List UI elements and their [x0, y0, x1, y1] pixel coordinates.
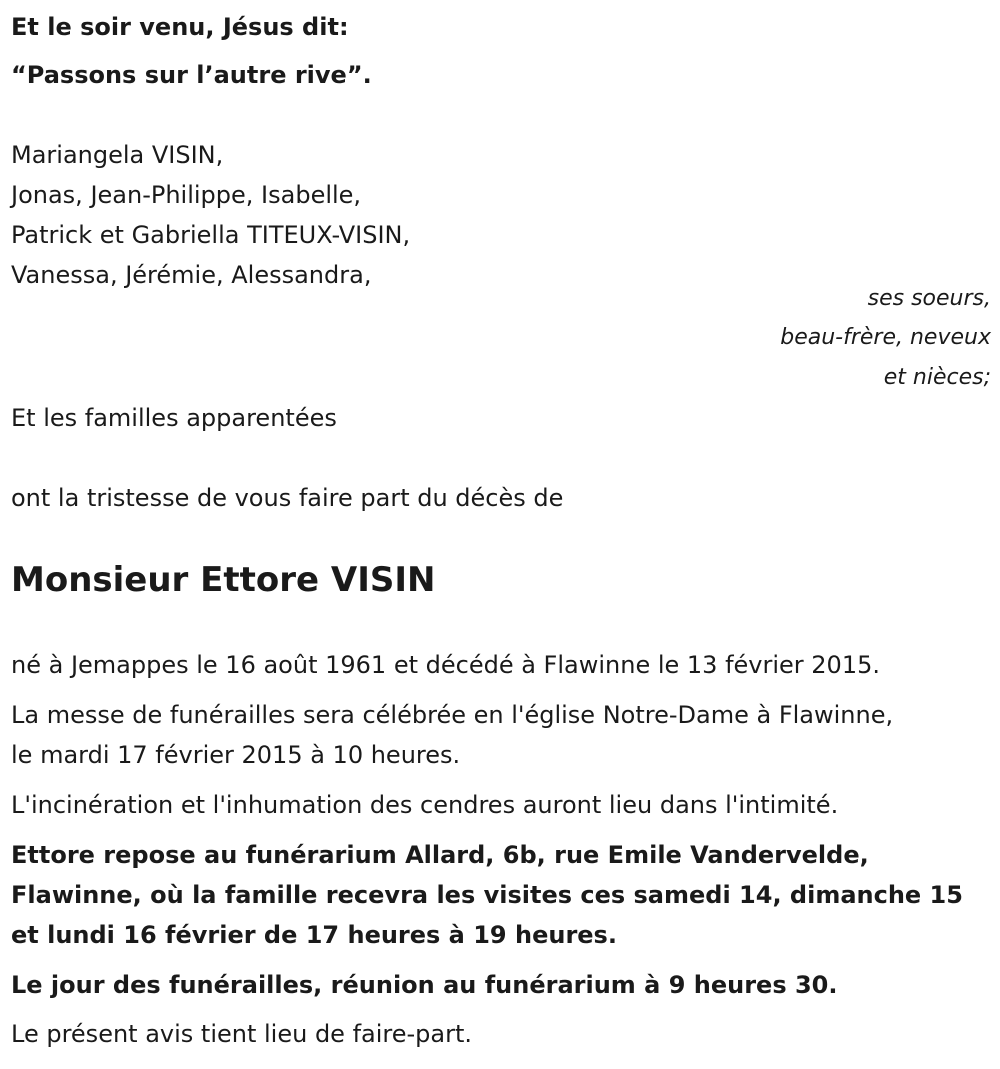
deceased-name: Monsieur Ettore VISIN	[11, 560, 436, 600]
family-name-2: Jonas, Jean-Philippe, Isabelle,	[11, 181, 362, 209]
obituary-notice	[11, 0, 991, 1069]
family-name-3: Patrick et Gabriella TITEUX-VISIN,	[11, 221, 411, 249]
family-relation-2: beau-frère, neveux	[780, 325, 991, 350]
visit-line-1: Ettore repose au funérarium Allard, 6b, rue Emile Vandervelde,	[11, 841, 869, 869]
notice-line: Le présent avis tient lieu de faire-part.	[11, 1020, 473, 1048]
family-name-4: Vanessa, Jérémie, Alessandra,	[11, 261, 372, 289]
epigraph-line-2: “Passons sur l’autre rive”.	[11, 61, 372, 89]
announcement: ont la tristesse de vous faire part du décès de	[11, 484, 564, 512]
family-name-1: Mariangela VISIN,	[11, 141, 224, 169]
visit-line-3: et lundi 16 février de 17 heures à 19 heures.	[11, 921, 617, 949]
meeting-line: Le jour des funérailles, réunion au funérarium à 9 heures 30.	[11, 971, 838, 999]
family-relation-3: et nièces;	[883, 365, 991, 390]
family-relation-1: ses soeurs,	[867, 286, 991, 311]
mass-line-2: le mardi 17 février 2015 à 10 heures.	[11, 741, 461, 769]
cremation-line: L'incinération et l'inhumation des cendres auront lieu dans l'intimité.	[11, 791, 839, 819]
mass-line-1: La messe de funérailles sera célébrée en l'église Notre-Dame à Flawinne,	[11, 701, 894, 729]
epigraph-line-1: Et le soir venu, Jésus dit:	[11, 13, 349, 41]
visit-line-2: Flawinne, où la famille recevra les visites ces samedi 14, dimanche 15	[11, 881, 963, 909]
birth-death-line: né à Jemappes le 16 août 1961 et décédé à Flawinne le 13 février 2015.	[11, 651, 880, 679]
related-families: Et les familles apparentées	[11, 404, 337, 432]
